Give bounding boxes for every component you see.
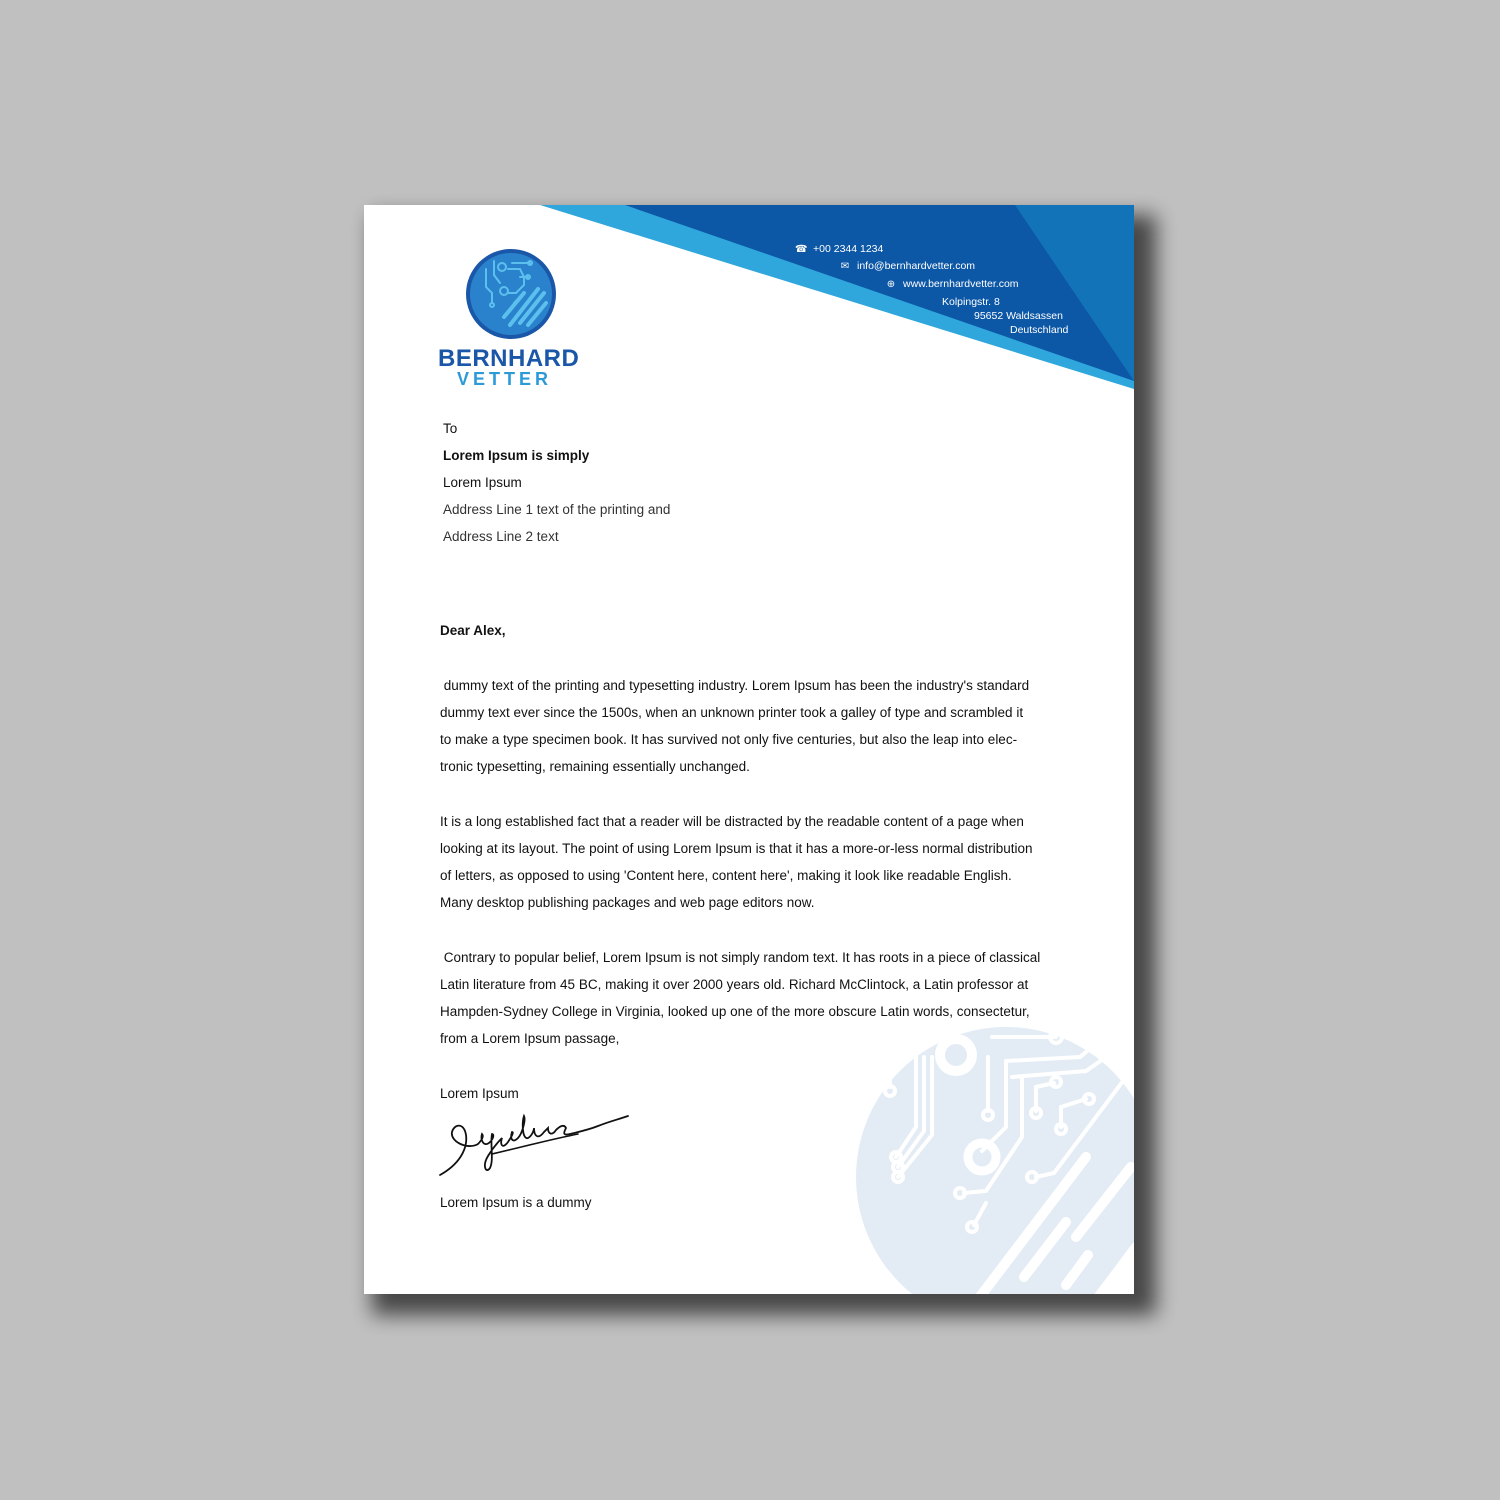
company-name-line2: VETTER — [457, 369, 553, 389]
salutation: Dear Alex, — [440, 623, 506, 638]
globe-icon: ⊕ — [886, 279, 896, 290]
recipient-address-line1: Address Line 1 text of the printing and — [443, 502, 671, 517]
paragraph-line: dummy text of the printing and typesetting industry. Lorem Ipsum has been the industry's standard — [440, 678, 1030, 693]
paragraph-line: It is a long established fact that a reader will be distracted by the readable content of a page when — [440, 814, 1024, 829]
paragraph-line: Latin literature from 45 BC, making it over 2000 years old. Richard McClintock, a Latin professor at — [440, 977, 1029, 992]
phone-icon: ☎ — [795, 244, 808, 255]
closing: Lorem Ipsum — [440, 1086, 519, 1101]
recipient-company: Lorem Ipsum — [443, 475, 522, 490]
website-text[interactable]: www.bernhardvetter.com — [903, 278, 1019, 290]
to-label: To — [443, 421, 458, 436]
address-line2: 95652 Waldsassen — [974, 310, 1063, 322]
address-line1: Kolpingstr. 8 — [942, 296, 1000, 308]
paragraph-line: looking at its layout. The point of using Lorem Ipsum is that it has a more-or-less normal distribution — [440, 841, 1033, 856]
paragraph-line: tronic typesetting, remaining essentially unchanged. — [440, 759, 750, 774]
paragraph-line: Contrary to popular belief, Lorem Ipsum is not simply random text. It has roots in a piece of classical — [440, 950, 1041, 965]
recipient-address-line2: Address Line 2 text — [443, 529, 559, 544]
paragraph-line: to make a type specimen book. It has survived not only five centuries, but also the leap into elec- — [440, 732, 1018, 747]
address-line3: Deutschland — [1010, 324, 1069, 336]
signer-title: Lorem Ipsum is a dummy — [440, 1195, 592, 1210]
phone-text: +00 2344 1234 — [813, 243, 884, 255]
paragraph-line: Hampden-Sydney College in Virginia, looked up one of the more obscure Latin words, consectetur, — [440, 1004, 1030, 1019]
contact-website — [885, 278, 1019, 291]
envelope-icon: ✉ — [840, 261, 850, 272]
paragraph-line: dummy text ever since the 1500s, when an unknown printer took a galley of type and scrambled it — [440, 705, 1024, 720]
body-paragraph-1 — [440, 672, 1029, 780]
company-logo — [438, 247, 588, 341]
paragraph-line: from a Lorem Ipsum passage, — [440, 1031, 620, 1046]
body-paragraph-3 — [440, 944, 1040, 1052]
paragraph-line: of letters, as opposed to using 'Content here, content here', making it look like readable English. — [440, 868, 1012, 883]
body-paragraph-2 — [440, 808, 1033, 916]
signature-image — [438, 1110, 638, 1180]
circuit-watermark-icon — [856, 1027, 1134, 1294]
contact-phone — [795, 243, 883, 256]
recipient-name: Lorem Ipsum is simply — [443, 448, 590, 463]
circuit-globe-icon — [464, 247, 558, 341]
email-text[interactable]: info@bernhardvetter.com — [857, 260, 976, 272]
company-name-line1: BERNHARD — [438, 345, 580, 372]
contact-email — [839, 260, 975, 273]
paragraph-line: Many desktop publishing packages and web page editors now. — [440, 895, 815, 910]
letterhead-page — [364, 205, 1134, 1294]
